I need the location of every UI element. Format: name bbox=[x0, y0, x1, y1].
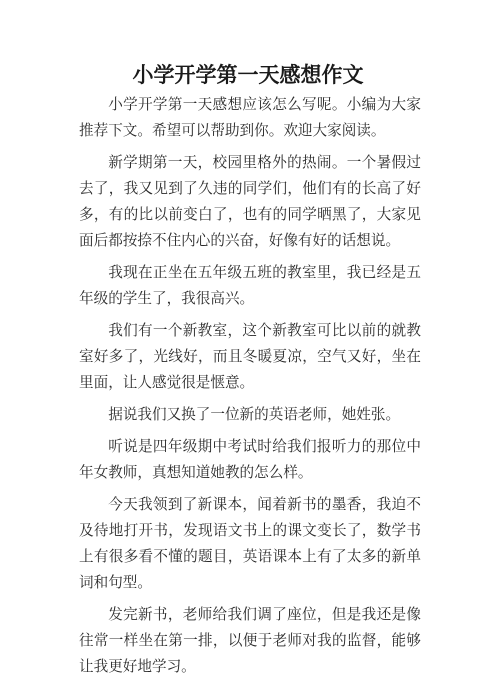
paragraph: 发完新书，老师给我们调了座位，但是我还是像往常一样坐在第一排，以便于老师对我的监督，能够让我更好地学习。 bbox=[79, 606, 421, 675]
paragraph: 我们有一个新教室，这个新教室可比以前的就教室好多了，光线好，而且冬暖夏凉，空气又好，坐在里面，让人感觉很是惬意。 bbox=[79, 322, 421, 391]
paragraph: 听说是四年级期中考试时给我们报听力的那位中年女教师，真想知道她教的怎么样。 bbox=[79, 438, 421, 481]
article-body bbox=[79, 92, 421, 686]
paragraph: 小学开学第一天感想应该怎么写呢。小编为大家推荐下文。希望可以帮助到你。欢迎大家阅读。 bbox=[79, 96, 421, 139]
paragraph: 新学期第一天，校园里格外的热闹。一个暑假过去了，我又见到了久违的同学们，他们有的长高了好多，有的比以前变白了，也有的同学晒黑了，大家见面后都按捺不住内心的兴奋，好像有好的话想说。 bbox=[79, 154, 421, 249]
paragraph: 据说我们又换了一位新的英语老师，她姓张。 bbox=[108, 406, 401, 423]
article-title: 小学开学第一天感想作文 bbox=[132, 62, 364, 87]
paragraph: 今天我领到了新课本，闻着新书的墨香，我迫不及待地打开书，发现语文书上的课文变长了，数学书上有很多看不懂的题目，英语课本上有了太多的新单词和句型。 bbox=[79, 496, 421, 591]
paragraph: 我现在正坐在五年级五班的教室里，我已经是五年级的学生了，我很高兴。 bbox=[79, 264, 421, 307]
